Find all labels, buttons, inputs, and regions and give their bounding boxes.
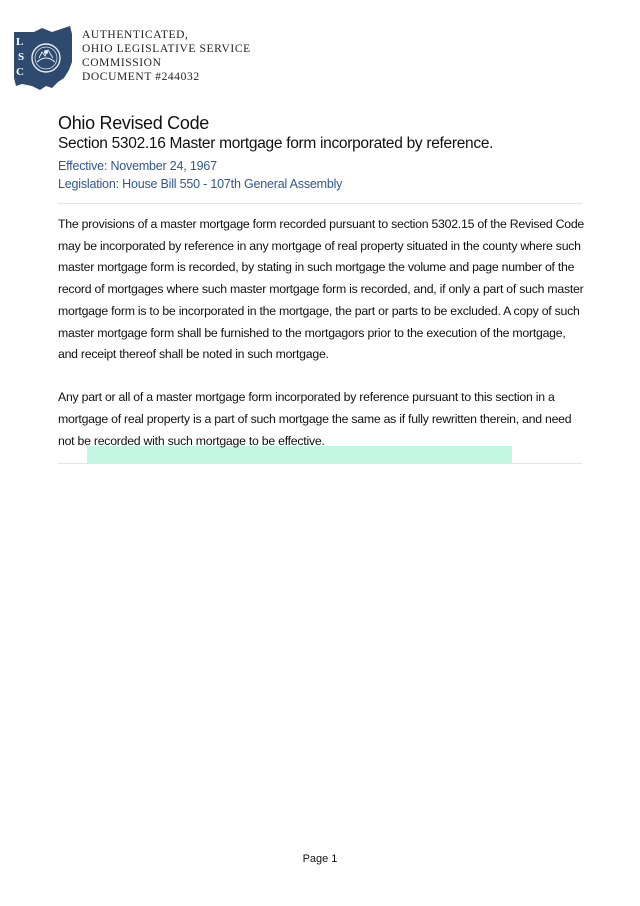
- code-title: Ohio Revised Code: [58, 113, 209, 133]
- authentication-notice: [82, 28, 342, 84]
- lsc-ohio-seal-icon: [12, 26, 74, 90]
- body-paragraph: The provisions of a master mortgage form recorded pursuant to section 5302.15 of the Revised Code may be incorporated by reference in any mortgage of real property situated in the county where such master mortgage form is recorded, by stating in such mortgage the volume and page number of the record of mortgages where such master mortgage form is recorded, and, if only a part of such master mortgage form is to be incorporated in the mortgage, the part or parts to be excluded. A copy of such master mortgage form shall be furnished to the mortgagors prior to the execution of the mortgage, and receipt thereof shall be noted in such mortgage.: [58, 217, 584, 362]
- page-number: Page 1: [302, 853, 338, 865]
- section-title: Section 5302.16 Master mortgage form incorporated by reference.: [58, 135, 494, 152]
- auth-line: COMMISSION: [82, 57, 162, 69]
- seal-letter-c: C: [16, 66, 24, 78]
- auth-line: OHIO LEGISLATIVE SERVICE: [82, 43, 251, 55]
- auth-line: DOCUMENT #244032: [82, 71, 200, 83]
- title-block: [58, 112, 582, 193]
- bottom-divider: [58, 463, 582, 464]
- auth-line: AUTHENTICATED,: [82, 29, 189, 41]
- legislation-info: Legislation: House Bill 550 - 107th General Assembly: [58, 177, 343, 191]
- effective-date: Effective: November 24, 1967: [58, 159, 217, 173]
- seal-letter-l: L: [16, 36, 24, 48]
- seal-letter-s: S: [18, 51, 25, 63]
- body-paragraph: Any part or all of a master mortgage form incorporated by reference pursuant to this section in a mortgage of real property is a part of such mortgage the same as if fully rewritten therein, and need not be recorded with such mortgage to be effective.: [58, 390, 572, 448]
- section-body: [58, 214, 584, 474]
- top-divider: [58, 203, 582, 204]
